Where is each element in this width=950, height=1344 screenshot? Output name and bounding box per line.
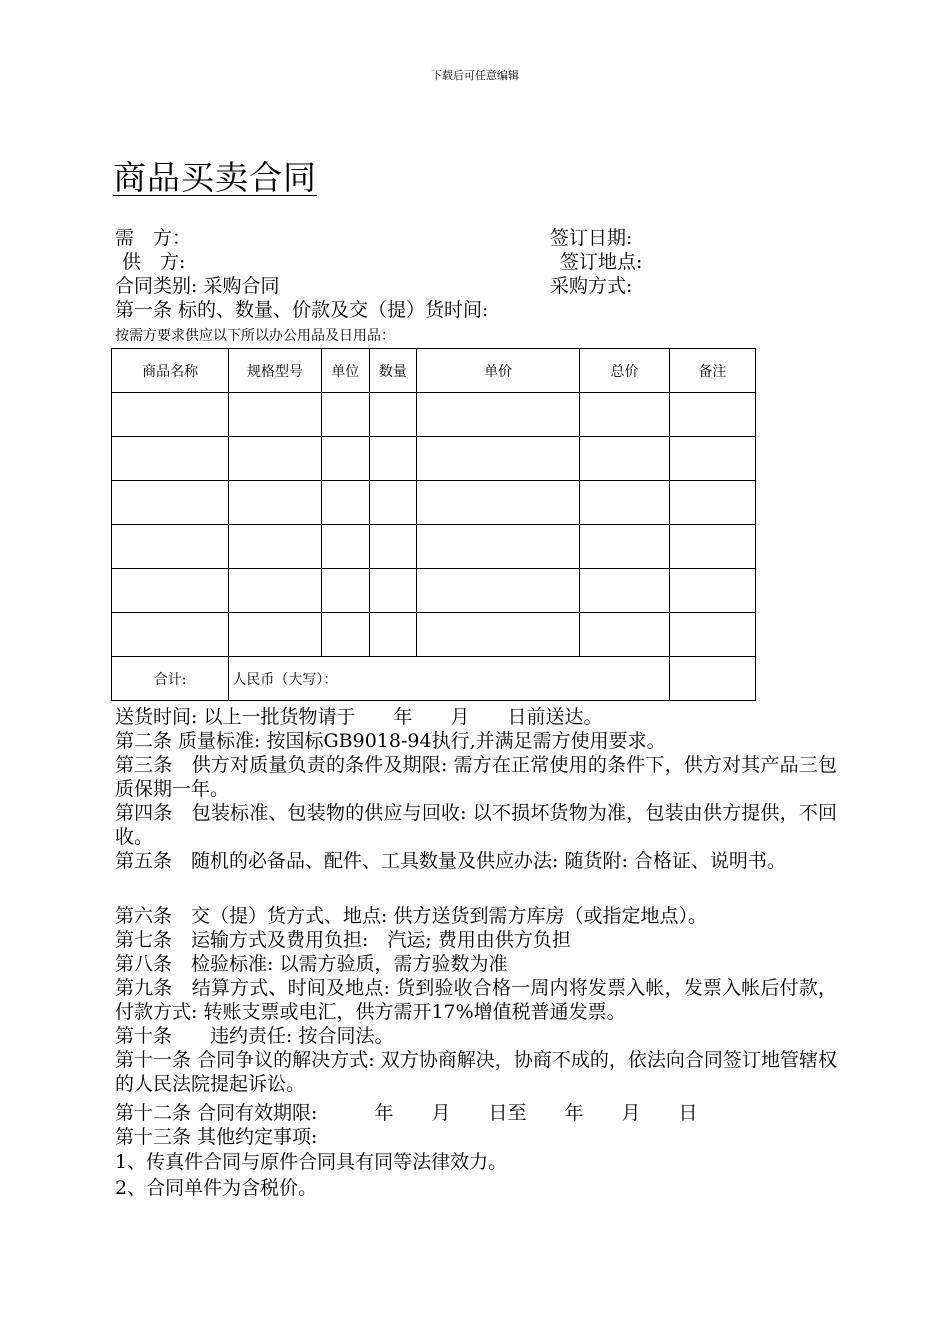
total-rmb-field[interactable]: 人民币（大写）：: [229, 657, 669, 701]
table-row: [112, 613, 756, 657]
table-cell[interactable]: [369, 437, 416, 481]
supplier-field: 供 方:: [122, 251, 186, 273]
article-1-note: 按需方要求供应以下所以办公用品及日用品：: [115, 328, 395, 344]
table-cell[interactable]: [229, 613, 321, 657]
clause-13: 第十三条 其他约定事项:: [115, 1126, 318, 1148]
clause-4: 第四条 包装标准、包装物的供应与回收: 以不损坏货物为准，包装由供方提供，不回收。: [115, 802, 837, 848]
table-cell[interactable]: [112, 613, 229, 657]
table-cell[interactable]: [416, 613, 580, 657]
sign-place-field: 签订地点:: [560, 251, 643, 273]
table-row: [112, 437, 756, 481]
table-cell[interactable]: [112, 393, 229, 437]
table-cell[interactable]: [112, 437, 229, 481]
table-cell[interactable]: [321, 613, 369, 657]
table-row: [112, 569, 756, 613]
table-cell[interactable]: [321, 393, 369, 437]
clause-9: 第九条 结算方式、时间及地点: 货到验收合格一周内将发票入帐，发票入帐后付款，付款方式: 转账支票或电汇，供方需开17%增值税普通发票。: [115, 977, 837, 1023]
clause-2: 第二条 质量标准: 按国标GB9018-94执行,并满足需方使用要求。: [115, 730, 666, 752]
table-cell[interactable]: [416, 393, 580, 437]
table-cell[interactable]: [321, 525, 369, 569]
goods-table: [111, 348, 756, 701]
clause-6: 第六条 交（提）货方式、地点: 供方送货到需方库房（或指定地点）。: [115, 905, 707, 927]
table-cell[interactable]: [112, 481, 229, 525]
table-cell[interactable]: [229, 481, 321, 525]
purchase-method-field: 采购方式:: [550, 275, 633, 297]
delivery-time: 送货时间: 以上一批货物请于 年 月 日前送达。: [115, 706, 603, 728]
table-cell[interactable]: [229, 393, 321, 437]
column-header: 备注: [669, 349, 755, 393]
table-cell[interactable]: [416, 437, 580, 481]
table-cell[interactable]: [416, 481, 580, 525]
table-cell[interactable]: [112, 569, 229, 613]
column-header: 单位: [321, 349, 369, 393]
table-header-row: [112, 349, 756, 393]
column-header: 数量: [369, 349, 416, 393]
table-cell[interactable]: [321, 481, 369, 525]
table-cell[interactable]: [580, 525, 669, 569]
header-note: 下载后可任意编辑: [431, 69, 519, 82]
clause-10: 第十条 违约责任: 按合同法。: [115, 1025, 394, 1047]
table-cell[interactable]: [369, 613, 416, 657]
table-cell[interactable]: [369, 393, 416, 437]
table-cell[interactable]: [321, 569, 369, 613]
table-cell[interactable]: [669, 437, 755, 481]
table-cell[interactable]: [369, 569, 416, 613]
table-row: [112, 525, 756, 569]
clause-12: 第十二条 合同有效期限: 年 月 日至 年 月 日: [115, 1102, 698, 1124]
clause-3: 第三条 供方对质量负责的条件及期限: 需方在正常使用的条件下，供方对其产品三包质保期一年。: [115, 754, 837, 800]
table-cell[interactable]: [321, 437, 369, 481]
article-1-heading: 第一条 标的、数量、价款及交（提）货时间:: [115, 299, 489, 321]
table-cell[interactable]: [580, 613, 669, 657]
table-cell[interactable]: [229, 569, 321, 613]
column-header: 单价: [416, 349, 580, 393]
table-cell[interactable]: [580, 569, 669, 613]
clause-5: 第五条 随机的必备品、配件、工具数量及供应办法: 随货附: 合格证、说明书。: [115, 850, 786, 872]
table-cell[interactable]: [669, 393, 755, 437]
table-cell[interactable]: [112, 525, 229, 569]
other-term-2: 2、合同单件为含税价。: [115, 1177, 318, 1199]
table-cell[interactable]: [369, 525, 416, 569]
buyer-field: 需 方：: [115, 227, 192, 249]
table-cell[interactable]: [580, 393, 669, 437]
table-row: [112, 481, 756, 525]
contract-title: 商品买卖合同: [113, 158, 317, 197]
table-cell[interactable]: [416, 569, 580, 613]
table-cell[interactable]: [229, 525, 321, 569]
table-cell[interactable]: [669, 569, 755, 613]
table-cell[interactable]: [669, 657, 755, 701]
table-cell[interactable]: [580, 481, 669, 525]
column-header: 商品名称: [112, 349, 229, 393]
total-label: 合计:: [112, 657, 229, 701]
clause-7: 第七条 运输方式及费用负担: 汽运; 费用由供方负担: [115, 929, 571, 951]
table-cell[interactable]: [669, 481, 755, 525]
clause-11: 第十一条 合同争议的解决方式: 双方协商解决，协商不成的，依法向合同签订地管辖权的人民法院提起诉讼。: [115, 1049, 837, 1095]
contract-type-field: 合同类别: 采购合同: [115, 275, 280, 297]
table-cell[interactable]: [229, 437, 321, 481]
sign-date-field: 签订日期:: [550, 227, 633, 249]
table-cell[interactable]: [669, 613, 755, 657]
clause-8: 第八条 检验标准: 以需方验质，需方验数为准: [115, 953, 508, 975]
table-total-row: [112, 657, 756, 701]
column-header: 总价: [580, 349, 669, 393]
table-cell[interactable]: [580, 437, 669, 481]
column-header: 规格型号: [229, 349, 321, 393]
table-cell[interactable]: [416, 525, 580, 569]
table-cell[interactable]: [669, 525, 755, 569]
other-term-1: 1、传真件合同与原件合同具有同等法律效力。: [115, 1151, 508, 1173]
table-row: [112, 393, 756, 437]
table-cell[interactable]: [369, 481, 416, 525]
